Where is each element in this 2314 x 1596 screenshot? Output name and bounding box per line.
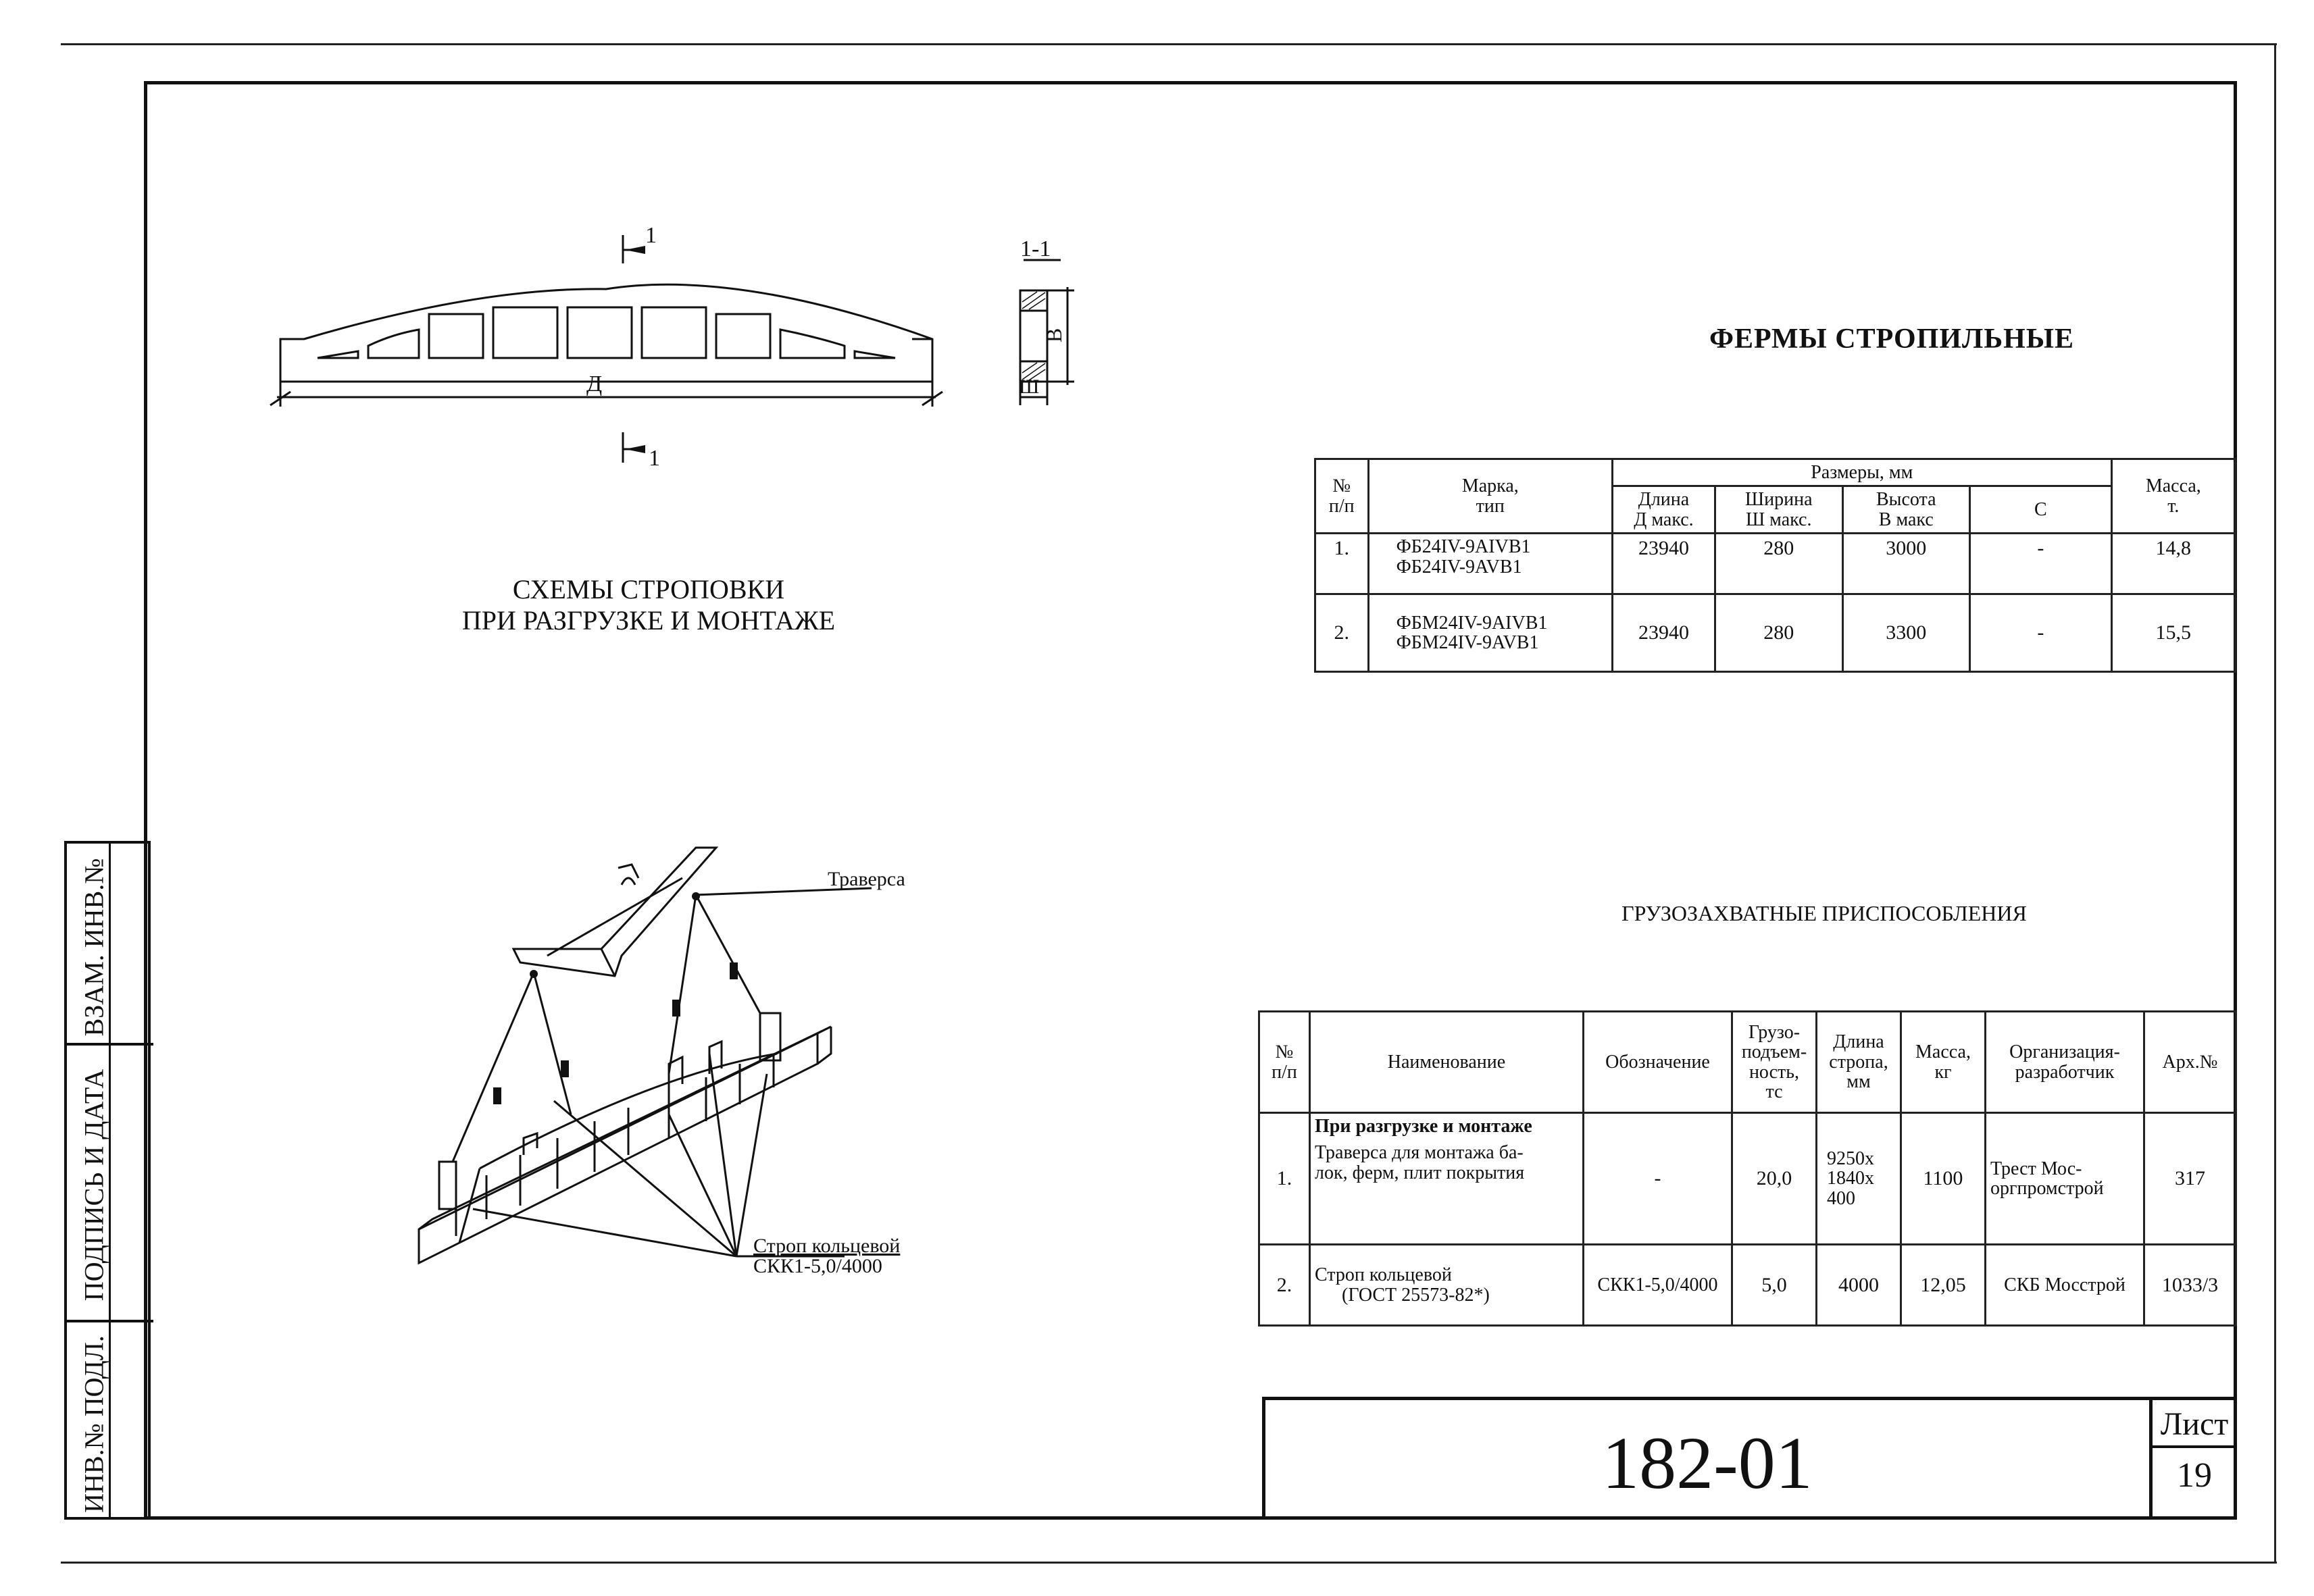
device-row-1-org-2: оргпромстрой bbox=[1990, 1178, 2104, 1199]
dth-org bbox=[1986, 1012, 2144, 1113]
device-row-2-org: СКБ Мосстрой bbox=[1986, 1245, 2144, 1326]
device-row-1-org bbox=[1986, 1113, 2144, 1245]
outer-top-line bbox=[61, 43, 2277, 45]
truss-row-2-length: 23940 bbox=[1613, 594, 1715, 672]
th-c: С bbox=[1970, 486, 2112, 534]
th-num-1: № bbox=[1332, 475, 1351, 497]
devices-title: ГРУЗОЗАХВАТНЫЕ ПРИСПОСОБЛЕНИЯ bbox=[1621, 901, 2027, 925]
th-num-2: п/п bbox=[1328, 495, 1355, 517]
device-row-2-name bbox=[1310, 1245, 1584, 1326]
scheme-title-line2: ПРИ РАЗГРУЗКЕ И МОНТАЖЕ bbox=[461, 605, 836, 636]
device-row-2-name-2: (ГОСТ 25573-82*) bbox=[1342, 1284, 1490, 1306]
device-row-1-arch: 317 bbox=[2144, 1113, 2236, 1245]
section-mark-top: 1 bbox=[645, 223, 657, 248]
truss-row-1-c: - bbox=[1970, 534, 2112, 594]
truss-row-2-c: - bbox=[1970, 594, 2112, 672]
device-group-label: При разгрузке и монтаже bbox=[1315, 1116, 1532, 1137]
device-row-2-designation: СКК1-5,0/4000 bbox=[1584, 1245, 1732, 1326]
dth-capacity-1: Грузо- bbox=[1748, 1021, 1801, 1043]
outer-right-line bbox=[2274, 43, 2276, 1562]
device-row-1-name bbox=[1310, 1113, 1584, 1245]
th-mass-2: т. bbox=[2167, 495, 2180, 517]
truss-row-1-mark-1: ФБ24IV-9AIVB1 bbox=[1396, 536, 1531, 558]
dim-width-label: Ш bbox=[1019, 376, 1040, 398]
truss-row-2-height: 3300 bbox=[1842, 594, 1970, 672]
th-height-2: В макс bbox=[1878, 509, 1934, 530]
truss-row-1-num: 1. bbox=[1315, 534, 1369, 594]
device-row-1-designation: - bbox=[1584, 1113, 1732, 1245]
dth-capacity-2: подъем- bbox=[1741, 1041, 1807, 1063]
stamp-hline bbox=[2149, 1445, 2237, 1448]
trusses-title: ФЕРМЫ СТРОПИЛЬНЫЕ bbox=[1709, 324, 2075, 355]
sling-label-line1: Строп кольцевой bbox=[753, 1235, 901, 1257]
device-row-2-capacity: 5,0 bbox=[1732, 1245, 1817, 1326]
truss-row-1-height: 3000 bbox=[1842, 534, 1970, 594]
device-row-1-name-1: Траверса для монтажа ба- bbox=[1315, 1142, 1524, 1164]
th-length bbox=[1613, 486, 1715, 534]
device-row-2-name-1: Строп кольцевой bbox=[1315, 1264, 1452, 1286]
th-length-2: Д макс. bbox=[1634, 509, 1694, 530]
th-mass-1: Масса, bbox=[2145, 475, 2201, 497]
device-row-1-mass: 1100 bbox=[1901, 1113, 1986, 1245]
device-row-1-sling-1: 9250х bbox=[1827, 1148, 1874, 1169]
th-width bbox=[1715, 486, 1842, 534]
dth-sling bbox=[1817, 1012, 1901, 1113]
th-sizes: Размеры, мм bbox=[1613, 459, 2112, 486]
title-stamp bbox=[1262, 1397, 2237, 1520]
truss-row-1-mass: 14,8 bbox=[2111, 534, 2235, 594]
scheme-title-line1: СХЕМЫ СТРОПОВКИ bbox=[512, 574, 785, 604]
th-mark-1: Марка, bbox=[1461, 475, 1519, 497]
truss-row-2-mark bbox=[1368, 594, 1612, 672]
dim-height-label: В bbox=[1042, 328, 1067, 343]
th-mark-2: тип bbox=[1476, 495, 1505, 517]
dth-mass-1: Масса, bbox=[1915, 1041, 1971, 1063]
truss-row-1-mark bbox=[1368, 534, 1612, 594]
traverse-label: Траверса bbox=[828, 868, 905, 890]
dth-org-2: разработчик bbox=[2015, 1061, 2115, 1083]
inv-podl-label: ИНВ.№ ПОДЛ. bbox=[78, 1335, 109, 1513]
sheet-number: 19 bbox=[2177, 1456, 2212, 1495]
truss-row-1-mark-2: ФБ24IV-9AVB1 bbox=[1396, 556, 1522, 577]
truss-row-1-length: 23940 bbox=[1613, 534, 1715, 594]
sling-label bbox=[753, 1236, 900, 1277]
document-code: 182-01 bbox=[1602, 1422, 1813, 1504]
truss-row-2-num: 2. bbox=[1315, 594, 1369, 672]
dth-mass bbox=[1901, 1012, 1986, 1113]
truss-elevation-drawing bbox=[263, 223, 1101, 480]
side-stamp bbox=[64, 841, 151, 1520]
dim-length-label: Д bbox=[586, 371, 603, 396]
dth-sling-2: стропа, bbox=[1829, 1051, 1888, 1073]
th-height-1: Высота bbox=[1876, 489, 1936, 511]
device-row-1-name-2: лок, ферм, плит покрытия bbox=[1315, 1162, 1525, 1183]
dth-capacity bbox=[1732, 1012, 1817, 1113]
device-row-1-num: 1. bbox=[1259, 1113, 1310, 1245]
device-row-1-org-1: Трест Мос- bbox=[1990, 1158, 2082, 1179]
device-row-1-sling-2: 1840х bbox=[1827, 1168, 1874, 1189]
truss-row-2-mark-1: ФБМ24IV-9AIVB1 bbox=[1396, 612, 1548, 634]
dth-arch: Арх.№ bbox=[2144, 1012, 2236, 1113]
th-num bbox=[1315, 459, 1369, 534]
dth-mass-2: кг bbox=[1934, 1061, 1952, 1083]
device-row-2-sling: 4000 bbox=[1817, 1245, 1901, 1326]
th-length-1: Длина bbox=[1638, 489, 1690, 511]
dth-capacity-3: ность, bbox=[1749, 1061, 1800, 1083]
dth-num-1: № bbox=[1275, 1041, 1294, 1063]
dth-name: Наименование bbox=[1310, 1012, 1584, 1113]
truss-row-2-mass: 15,5 bbox=[2111, 594, 2235, 672]
dth-sling-1: Длина bbox=[1833, 1031, 1884, 1053]
dth-designation: Обозначение bbox=[1584, 1012, 1732, 1113]
dth-capacity-4: тс bbox=[1765, 1081, 1783, 1102]
device-row-2-mass: 12,05 bbox=[1901, 1245, 1986, 1326]
th-width-2: Ш макс. bbox=[1745, 509, 1812, 530]
device-row-2-num: 2. bbox=[1259, 1245, 1310, 1326]
devices-table bbox=[1258, 1010, 2237, 1327]
device-row-1-capacity: 20,0 bbox=[1732, 1113, 1817, 1245]
truss-row-2-mark-2: ФБМ24IV-9AVB1 bbox=[1396, 632, 1539, 654]
device-row-1-sling-3: 400 bbox=[1827, 1187, 1855, 1209]
scheme-title bbox=[378, 574, 919, 636]
slinging-scheme-drawing bbox=[399, 831, 1074, 1304]
outer-bottom-line bbox=[61, 1562, 2277, 1564]
th-mass bbox=[2111, 459, 2235, 534]
podpis-label: ПОДПИСЬ И ДАТА bbox=[78, 1069, 109, 1302]
sheet-label: Лист bbox=[2160, 1406, 2229, 1442]
device-row-1-sling bbox=[1817, 1113, 1901, 1245]
th-height bbox=[1842, 486, 1970, 534]
dth-org-1: Организация- bbox=[2009, 1041, 2120, 1063]
section-name-label: 1-1 bbox=[1020, 236, 1051, 261]
th-width-1: Ширина bbox=[1744, 489, 1813, 511]
vzam-label: ВЗАМ. ИНВ.№ bbox=[78, 858, 109, 1037]
sling-label-line2: СКК1-5,0/4000 bbox=[753, 1255, 882, 1277]
truss-row-2-width: 280 bbox=[1715, 594, 1842, 672]
dth-num-2: п/п bbox=[1272, 1061, 1297, 1083]
dth-num bbox=[1259, 1012, 1310, 1113]
truss-row-1-width: 280 bbox=[1715, 534, 1842, 594]
th-mark bbox=[1368, 459, 1612, 534]
trusses-table bbox=[1314, 458, 2236, 673]
device-row-2-arch: 1033/3 bbox=[2144, 1245, 2236, 1326]
dth-sling-3: мм bbox=[1846, 1071, 1871, 1093]
section-mark-bottom: 1 bbox=[649, 446, 660, 471]
